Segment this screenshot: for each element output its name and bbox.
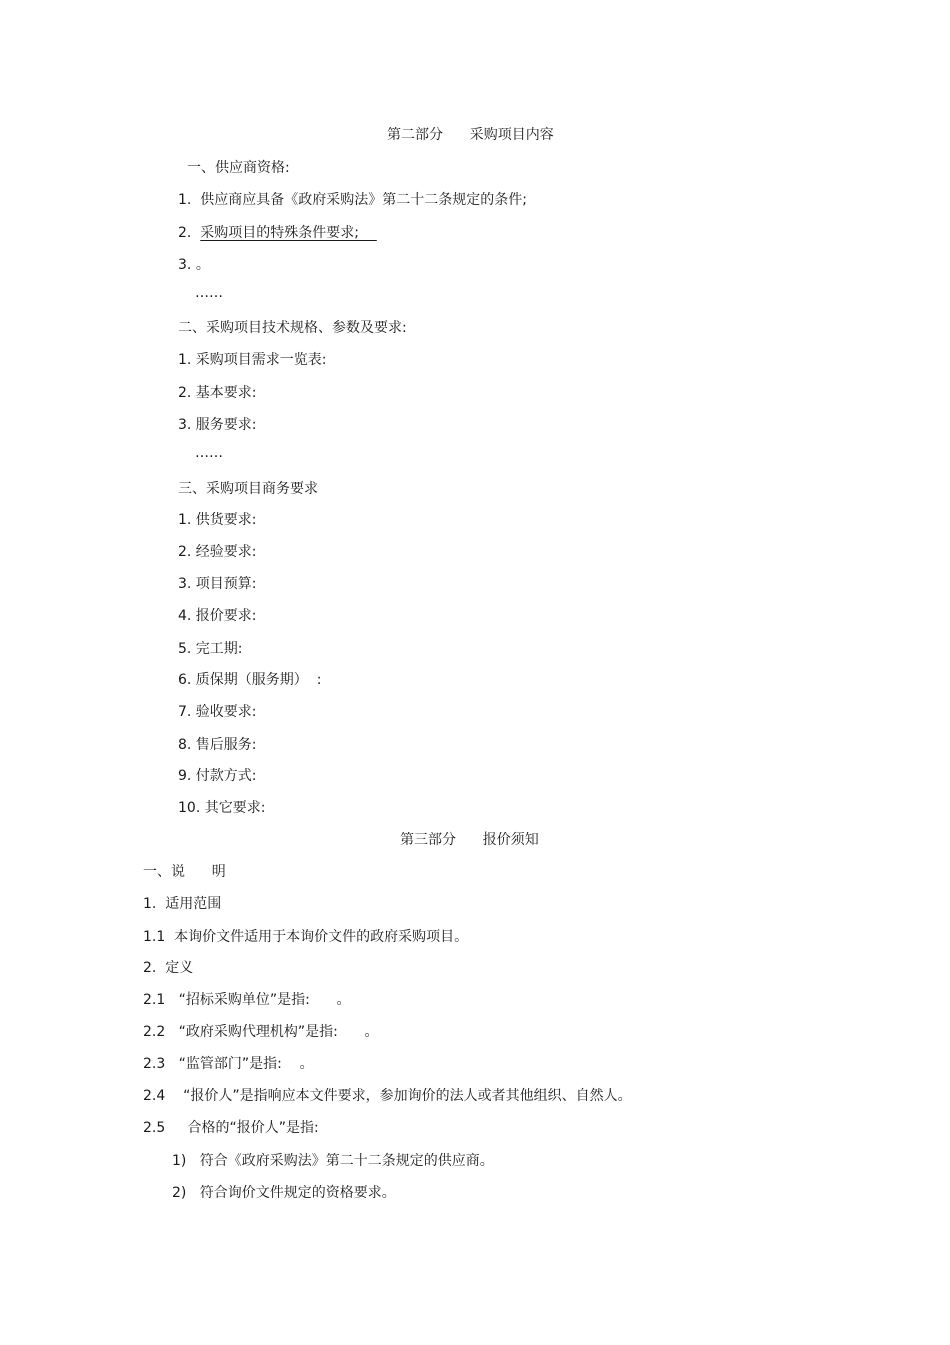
ellipsis: …… [195,445,223,461]
item-text: 采购项目的特殊条件要求; [200,225,377,241]
definition-item: 2.3 “监管部门”是指: 。 [143,1056,314,1072]
business-item: 9. 付款方式: [178,768,257,784]
business-item: 10. 其它要求: [178,800,266,816]
business-heading: 三、采购项目商务要求 [178,481,318,497]
business-item: 4. 报价要求: [178,608,257,624]
tech-heading: 二、采购项目技术规格、参数及要求: [178,320,407,336]
item-text: 供应商应具备《政府采购法》第二十二条规定的条件; [200,192,527,208]
eligible-item: 1) 符合《政府采购法》第二十二条规定的供应商。 [172,1153,494,1169]
part3-title: 第三部分 报价须知 [400,832,539,848]
business-item: 2. 经验要求: [178,544,257,560]
part2-title: 第二部分 采购项目内容 [387,127,554,143]
item-number: 2. [178,225,192,241]
business-item: 6. 质保期（服务期） : [178,672,322,688]
business-item: 3. 项目预算: [178,576,257,592]
definition-item: 2.5 合格的“报价人”是指: [143,1120,319,1136]
definition-item: 2.2 “政府采购代理机构”是指: 。 [143,1024,379,1040]
tech-item: 1. 采购项目需求一览表: [178,352,327,368]
item-text: 。 [195,257,210,273]
qualification-item-3 [178,256,210,274]
item-number: 1. [178,192,192,208]
qualification-item-2 [178,224,377,242]
ellipsis: …… [195,285,223,301]
qualification-item-1 [178,191,527,209]
definition-item: 2.4 “报价人”是指响应本文件要求，参加询价的法人或者其他组织、自然人。 [143,1088,632,1104]
business-item: 5. 完工期: [178,641,243,657]
definition-item: 2.1 “招标采购单位”是指: 。 [143,992,351,1008]
tech-item: 2. 基本要求: [178,385,257,401]
business-item: 1. 供货要求: [178,512,257,528]
definition-heading: 2. 定义 [143,960,194,976]
scope-text: 1.1 本询价文件适用于本询价文件的政府采购项目。 [143,929,469,945]
business-item: 8. 售后服务: [178,737,257,753]
scope-heading: 1. 适用范围 [143,896,222,912]
tech-item: 3. 服务要求: [178,417,257,433]
qualification-heading: 一、供应商资格: [187,160,290,176]
eligible-item: 2) 符合询价文件规定的资格要求。 [172,1185,396,1201]
section-heading: 一、说 明 [143,864,226,880]
item-number: 3. [178,257,192,273]
business-item: 7. 验收要求: [178,704,257,720]
